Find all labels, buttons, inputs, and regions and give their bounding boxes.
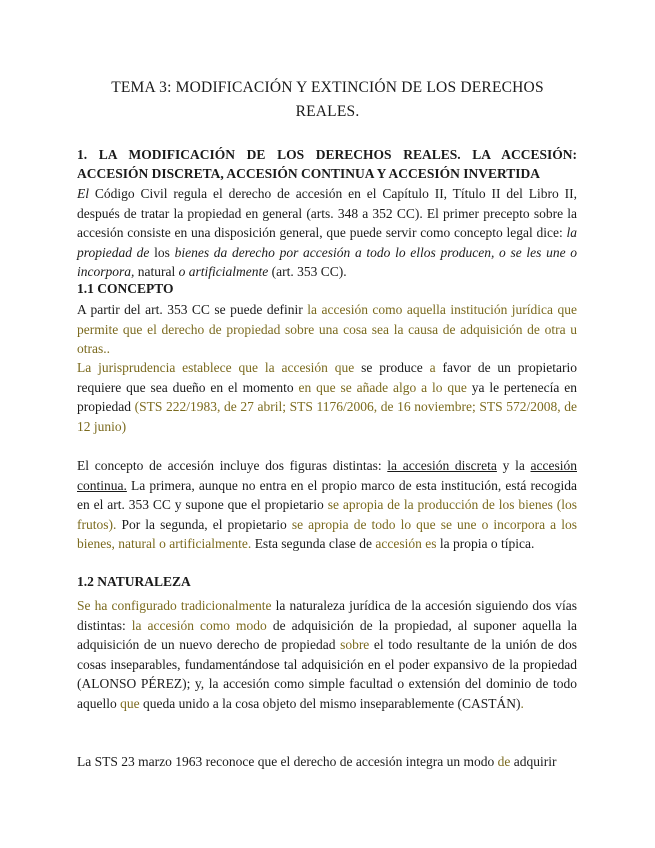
naturaleza-paragraph-1: Se ha configurado tradicionalmente la naturaleza jurídica de la accesión siguiendo dos vías distintas: la accesión como modo de adquisición de la propiedad, al suponer aquella la adquisición de un nuevo derecho de propiedad sobre el todo resultante de la unión de dos cosas inseparables, fundamentándose tal adquisición en el poder expansivo de la propiedad (ALONSO PÉREZ); y, la accesión como simple facultad o extensión del dominio de todo aquello que queda unido a la cosa objeto del mismo inseparablemente (CASTÁN). <box>77 598 577 711</box>
subheading-naturaleza: 1.2 NATURALEZA <box>77 574 191 589</box>
concepto-paragraph-2: La jurisprudencia establece que la accesión que se produce a favor de un propietario requiere que sea dueño en el momento en que se añade algo a lo que ya le pertenecía en propiedad (STS 222/1983, de 27 abril; STS 1176/2006, de 16 noviembre; STS 572/2008, de 12 junio) <box>77 360 578 434</box>
concepto-paragraph-3: El concepto de accesión incluye dos figuras distintas: la accesión discreta y la accesión continua. La primera, aunque no entra en el propio marco de esta institución, está recogida en el art. 353 CC y supone que el propietario se apropia de la producción de los bienes (los frutos). Por la segunda, el propietario se apropia de todo lo que se une o incorpora a los bienes, natural o artificialmente. Esta segunda clase de accesión es la propia o típica. <box>77 458 577 551</box>
section-heading-1: 1. LA MODIFICACIÓN DE LOS DERECHOS REALES. LA ACCESIÓN: ACCESIÓN DISCRETA, ACCESIÓN CONTINUA Y ACCESIÓN INVERTIDA <box>77 147 577 181</box>
concepto-paragraph-1: A partir del art. 353 CC se puede definir la accesión como aquella institución jurídica que permite que el derecho de propiedad sobre una cosa sea la causa de adquisición de otra u otras.. <box>77 302 577 356</box>
page-title <box>60 76 595 124</box>
subheading-concepto: 1.1 CONCEPTO <box>77 281 174 296</box>
title-line-2: REALES. <box>295 103 360 120</box>
naturaleza-paragraph-2: La STS 23 marzo 1963 reconoce que el derecho de accesión integra un modo de adquirir <box>77 754 557 769</box>
intro-paragraph: El Código Civil regula el derecho de accesión en el Capítulo II, Título II del Libro II, después de tratar la propiedad en general (arts. 348 a 352 CC). El primer precepto sobre la accesión consiste en una disposición general, que puede servir como concepto legal dice: la propiedad de los bienes da derecho por accesión a todo lo ellos producen, o se les une o incorpora, natural o artificialmente (art. 353 CC). <box>77 186 577 279</box>
title-line-1: TEMA 3: MODIFICACIÓN Y EXTINCIÓN DE LOS DERECHOS <box>111 79 544 96</box>
